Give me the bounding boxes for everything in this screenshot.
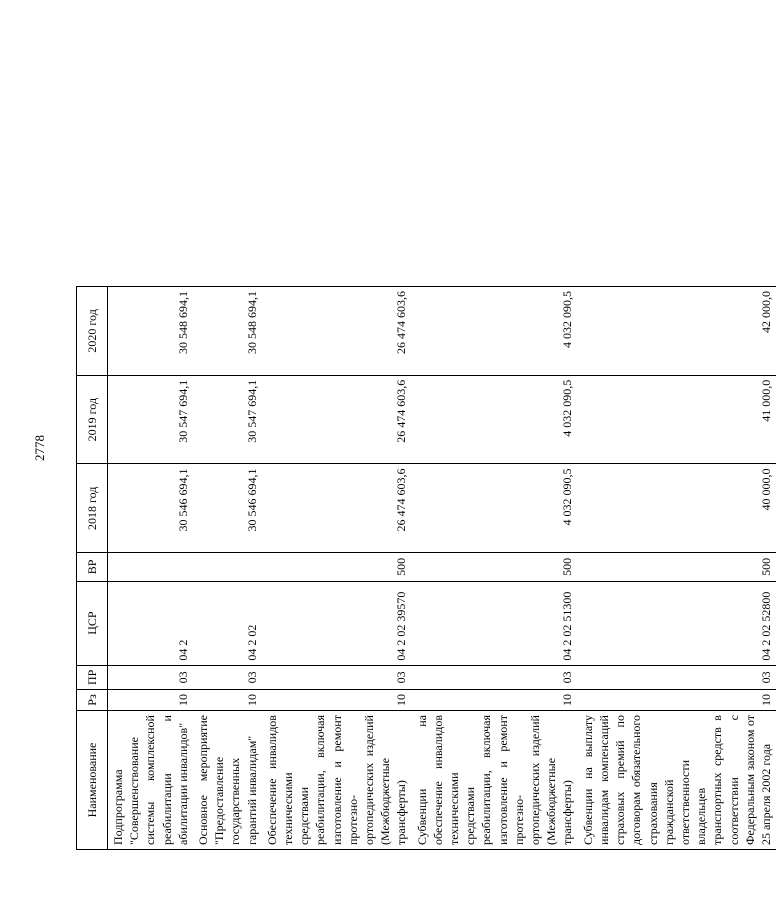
row-rz: 10 (578, 690, 776, 711)
row-2019: 26 474 603,6 (262, 375, 412, 464)
row-rz: 10 (193, 690, 262, 711)
row-2018: 4 032 090,5 (412, 464, 578, 553)
page-number: 2778 (32, 435, 47, 461)
table-row (193, 287, 262, 850)
row-2020: 30 548 694,1 (193, 287, 262, 376)
row-name: Обеспечение инвалидов техническими средствами реабилитации, включая изготовление и ремонт протезно-ортопедических изделий (Межбюджетные трансферты) (262, 711, 412, 850)
header-2020: 2020 год (77, 287, 108, 376)
row-2020: 42 000,0 (578, 287, 776, 376)
row-2019: 41 000,0 (578, 375, 776, 464)
row-name: Основное мероприятие "Предоставление государственных гарантий инвалидам" (193, 711, 262, 850)
header-2018: 2018 год (77, 464, 108, 553)
header-csr: ЦСР (77, 581, 108, 665)
table-row (108, 287, 194, 850)
row-vr (108, 553, 194, 581)
row-2018: 30 546 694,1 (108, 464, 194, 553)
budget-table (76, 286, 776, 850)
row-csr: 04 2 (108, 581, 194, 665)
row-2020: 4 032 090,5 (412, 287, 578, 376)
row-2020: 26 474 603,6 (262, 287, 412, 376)
header-name: Наименование (77, 711, 108, 850)
table-header-row (77, 287, 108, 850)
row-2018: 40 000,0 (578, 464, 776, 553)
row-2019: 30 547 694,1 (108, 375, 194, 464)
row-csr: 04 2 02 (193, 581, 262, 665)
row-vr: 500 (262, 553, 412, 581)
row-pr: 03 (193, 665, 262, 689)
row-pr: 03 (412, 665, 578, 689)
row-rz: 10 (108, 690, 194, 711)
row-vr: 500 (578, 553, 776, 581)
row-name: Субвенции на обеспечение инвалидов техническими средствами реабилитации, включая изготовление и ремонт протезно-ортопедических изделий (Межбюджетные трансферты) (412, 711, 578, 850)
row-name: Субвенции на выплату инвалидам компенсаций страховых премий по договорам обязательного страхования гражданской ответственности владельцев транспортных средств в соответствии с Федеральным законом от 25 апреля 2002 года (578, 711, 776, 850)
row-2019: 30 547 694,1 (193, 375, 262, 464)
row-csr: 04 2 02 51300 (412, 581, 578, 665)
header-rz: Рз (77, 690, 108, 711)
row-2018: 26 474 603,6 (262, 464, 412, 553)
table-row (412, 287, 578, 850)
row-2018: 30 546 694,1 (193, 464, 262, 553)
row-name: Подпрограмма "Совершенствование системы комплексной реабилитации и абилитации инвалидов" (108, 711, 194, 850)
row-rz: 10 (412, 690, 578, 711)
row-csr: 04 2 02 39570 (262, 581, 412, 665)
row-csr: 04 2 02 52800 (578, 581, 776, 665)
row-pr: 03 (578, 665, 776, 689)
row-pr: 03 (262, 665, 412, 689)
table-row (262, 287, 412, 850)
row-2020: 30 548 694,1 (108, 287, 194, 376)
row-vr (193, 553, 262, 581)
row-rz: 10 (262, 690, 412, 711)
row-vr: 500 (412, 553, 578, 581)
row-pr: 03 (108, 665, 194, 689)
row-2019: 4 032 090,5 (412, 375, 578, 464)
header-vr: ВР (77, 553, 108, 581)
header-2019: 2019 год (77, 375, 108, 464)
table-row (578, 287, 776, 850)
header-pr: ПР (77, 665, 108, 689)
